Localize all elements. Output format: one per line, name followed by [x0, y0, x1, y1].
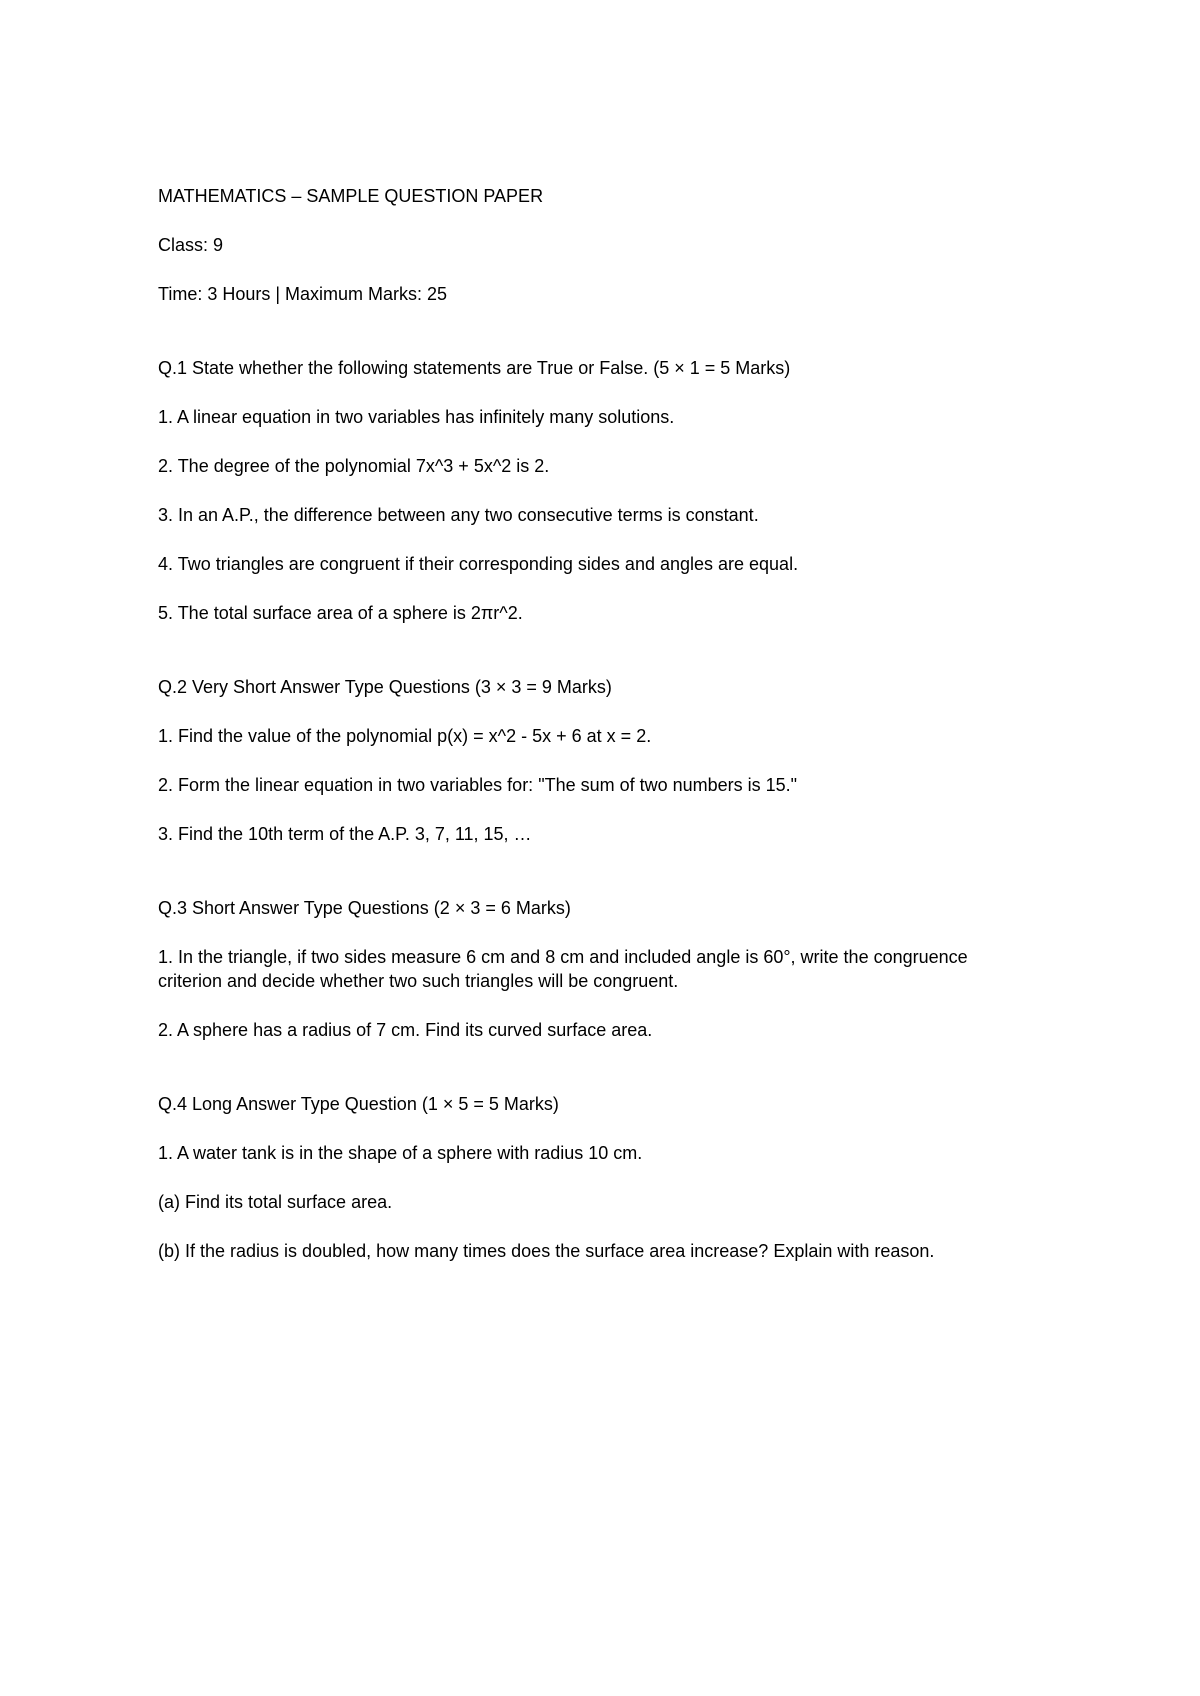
q1-item-5: 5. The total surface area of a sphere is 2πr^2.	[158, 603, 523, 623]
q4-item-1: 1. A water tank is in the shape of a sphere with radius 10 cm.	[158, 1143, 643, 1163]
paper-title: MATHEMATICS – SAMPLE QUESTION PAPER	[158, 186, 544, 206]
q1-item-1: 1. A linear equation in two variables has infinitely many solutions.	[158, 407, 675, 427]
q2-item-1: 1. Find the value of the polynomial p(x) = x^2 - 5x + 6 at x = 2.	[158, 726, 652, 746]
q1-item-3: 3. In an A.P., the difference between any two consecutive terms is constant.	[158, 505, 759, 525]
q4-heading: Q.4 Long Answer Type Question (1 × 5 = 5 Marks)	[158, 1094, 559, 1114]
time-marks-line: Time: 3 Hours | Maximum Marks: 25	[158, 284, 448, 304]
q4-item-a: (a) Find its total surface area.	[158, 1192, 393, 1212]
q1-heading: Q.1 State whether the following statements are True or False. (5 × 1 = 5 Marks)	[158, 358, 791, 378]
q2-heading: Q.2 Very Short Answer Type Questions (3 × 3 = 9 Marks)	[158, 677, 612, 697]
q1-item-4: 4. Two triangles are congruent if their corresponding sides and angles are equal.	[158, 554, 799, 574]
q4-item-b: (b) If the radius is doubled, how many times does the surface area increase? Explain with reason.	[158, 1241, 935, 1261]
q2-item-2: 2. Form the linear equation in two variables for: "The sum of two numbers is 15."	[158, 775, 798, 795]
q1-item-2: 2. The degree of the polynomial 7x^3 + 5x^2 is 2.	[158, 456, 550, 476]
q2-item-3: 3. Find the 10th term of the A.P. 3, 7, 11, 15, …	[158, 824, 532, 844]
class-line: Class: 9	[158, 235, 224, 255]
q3-item-1: 1. In the triangle, if two sides measure 6 cm and 8 cm and included angle is 60°, write the congruence criterion and decide whether two such triangles will be congruent.	[158, 947, 968, 991]
q3-heading: Q.3 Short Answer Type Questions (2 × 3 = 6 Marks)	[158, 898, 571, 918]
q3-item-2: 2. A sphere has a radius of 7 cm. Find its curved surface area.	[158, 1020, 653, 1040]
